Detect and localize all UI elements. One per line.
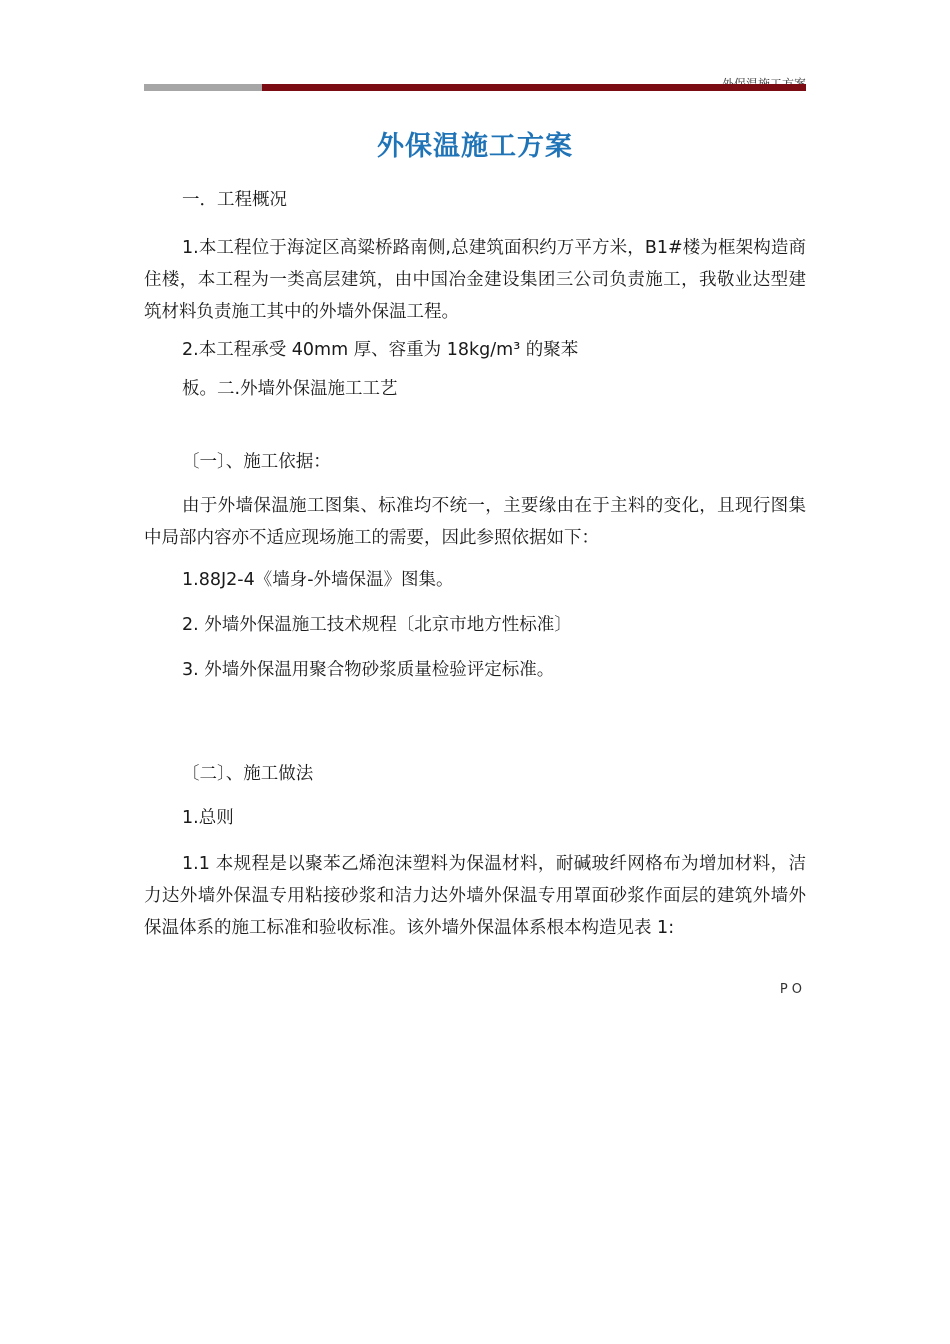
document-title: 外保温施工方案 <box>377 131 573 162</box>
paragraph-material-line2: 板。二.外墙外保温施工工艺 <box>182 379 398 399</box>
basis-item-2: 2. 外墙外保温施工技术规程〔北京市地方性标准〕 <box>182 615 572 635</box>
paragraph-material-line1: 2.本工程承受 40mm 厚、容重为 18kg/m³ 的聚苯 <box>182 340 579 360</box>
page-number: PO <box>779 982 806 997</box>
subsection-heading-basis: 〔一〕、施工依据： <box>182 452 331 472</box>
subsection-heading-method: 〔二〕、施工做法 <box>182 764 314 784</box>
basis-item-3: 3. 外墙外保温用聚合物砂浆质量检验评定标准。 <box>182 660 555 680</box>
general-principles-heading: 1.总则 <box>182 808 234 828</box>
basis-item-1: 1.88J2-4《墙身-外墙保温》图集。 <box>182 570 454 590</box>
paragraph-basis-intro: 由于外墙保温施工图集、标准均不统一，主要缘由在于主料的变化，且现行图集中局部内容亦不适应现场施工的需要，因此参照依据如下： <box>144 496 806 548</box>
section-heading-overview: 一．工程概况 <box>182 190 287 210</box>
paragraph-general-rule: 1.1 本规程是以聚苯乙烯泡沫塑料为保温材料，耐碱玻纤网格布为增加材料，洁力达外墙外保温专用粘接砂浆和洁力达外墙外保温专用罩面砂浆作面层的建筑外墙外保温体系的施工标准和验收标准。该外墙外保温体系根本构造见表 1: <box>144 854 806 938</box>
header-rule-gray <box>144 84 262 91</box>
paragraph-project-location: 1.本工程位于海淀区高粱桥路南侧,总建筑面积约万平方米，B1#楼为框架构造商住楼，本工程为一类高层建筑，由中国冶金建设集团三公司负责施工，我敬业达型建筑材料负责施工其中的外墙外保温工程。 <box>144 238 806 322</box>
header-rule-red <box>262 84 806 91</box>
